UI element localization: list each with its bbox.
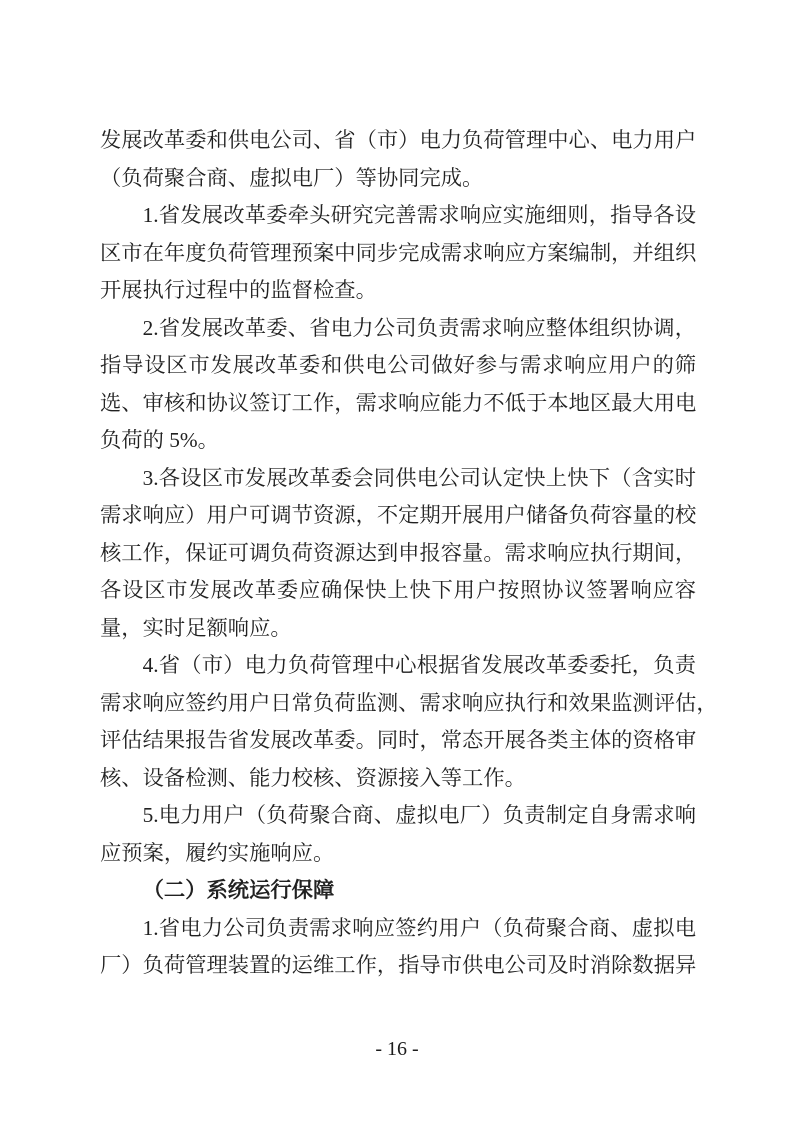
text-line: （负荷聚合商、虚拟电厂）等协同完成。 [100,165,484,190]
document-body [100,122,718,985]
page-footer [0,1037,794,1061]
text-line: 指导设区市发展改革委和供电公司做好参与需求响应用户的筛 [100,353,696,377]
text-line: 2.省发展改革委、省电力公司负责需求响应整体组织协调， [142,315,696,340]
text-line: 3.各设区市发展改革委会同供电公司认定快上快下（含实时 [142,465,696,490]
text-line: 区市在年度负荷管理预案中同步完成需求响应方案编制，并组织 [100,240,697,265]
text-line: 需求响应）用户可调节资源，不定期开展用户储备负荷容量的校 [100,503,697,527]
text-line: 4.省（市）电力负荷管理中心根据省发展改革委委托，负责 [142,653,696,677]
section-heading: （二）系统运行保障 [142,878,335,902]
text-line: 厂）负荷管理装置的运维工作，指导市供电公司及时消除数据异 [100,953,697,977]
text-line: 开展执行过程中的监督检查。 [100,278,377,302]
text-line: 选、审核和协议签订工作，需求响应能力不低于本地区最大用电 [100,390,697,415]
text-line: 1.省电力公司负责需求响应签约用户（负荷聚合商、虚拟电 [142,915,696,940]
text-line: 1.省发展改革委牵头研究完善需求响应实施细则，指导各设 [142,203,696,227]
text-line: 负荷的 5%。 [100,428,219,452]
page-number: - 16 - [375,1038,419,1060]
text-line: 需求响应签约用户日常负荷监测、需求响应执行和效果监测评估， [100,690,718,715]
text-line: 评估结果报告省发展改革委。同时，常态开展各类主体的资格审 [100,728,697,752]
text-line: 核、设备检测、能力校核、资源接入等工作。 [100,765,526,790]
text-line: 发展改革委和供电公司、省（市）电力负荷管理中心、电力用户 [100,128,697,152]
text-line: 应预案，履约实施响应。 [100,840,335,865]
text-line: 核工作，保证可调负荷资源达到申报容量。需求响应执行期间， [100,540,697,565]
text-line: 量，实时足额响应。 [100,615,292,640]
text-line: 5.电力用户（负荷聚合商、虚拟电厂）负责制定自身需求响 [142,803,696,827]
text-line: 各设区市发展改革委应确保快上快下用户按照协议签署响应容 [100,578,696,602]
